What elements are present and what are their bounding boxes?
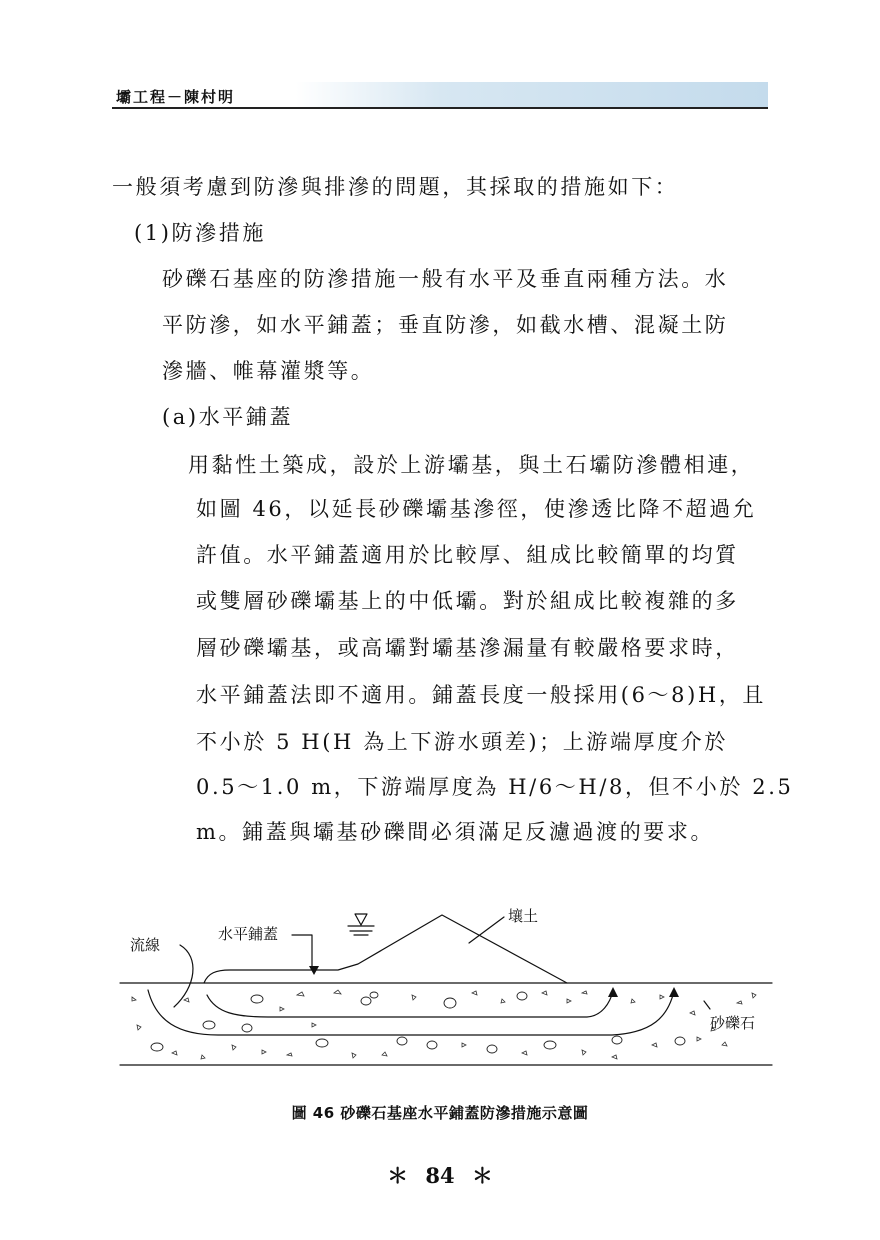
gravel-chips	[132, 990, 756, 1059]
header-rule	[112, 107, 768, 109]
running-header-title: 壩工程－陳村明	[116, 88, 236, 106]
subsection-heading-horizontal-blanket: (a)水平鋪蓋	[162, 405, 294, 429]
paragraph-line: 如圖 46，以延長砂礫壩基滲徑，使滲透比降不超過允	[196, 497, 757, 521]
label-flowline: 流線	[130, 936, 161, 954]
figure-caption: 圖 46 砂礫石基座水平鋪蓋防滲措施示意圖	[291, 1104, 589, 1122]
paragraph-line: 不小於 5 H(H 為上下游水頭差)；上游端厚度介於	[196, 730, 728, 754]
label-gravel: 砂礫石	[710, 1014, 756, 1032]
gravel-stones	[151, 992, 685, 1053]
water-level-triangle	[355, 914, 367, 925]
paragraph-line: 平防滲，如水平鋪蓋；垂直防滲，如截水槽、混凝土防	[162, 313, 729, 337]
flow-line	[207, 991, 613, 1017]
blanket-diagram	[112, 895, 778, 1075]
blanket-leader	[292, 935, 312, 970]
label-loam: 壤土	[508, 907, 539, 925]
paragraph-line: 或雙層砂礫壩基上的中低壩。對於組成比較複雜的多	[196, 589, 739, 613]
paragraph-line: m。鋪蓋與壩基砂礫間必須滿足反濾過渡的要求。	[196, 820, 715, 844]
paragraph-line: 用黏性土築成，設於上游壩基，與土石壩防滲體相連，	[188, 453, 755, 477]
paragraph-line: 滲牆、帷幕灌漿等。	[162, 359, 375, 383]
flowline-leader	[174, 945, 193, 1007]
page-number: ＊ 84 ＊	[387, 1163, 493, 1188]
label-horizontal-blanket: 水平鋪蓋	[218, 925, 279, 943]
section-heading-seepage-prevention: (1)防滲措施	[134, 221, 266, 245]
flow-arrowhead	[669, 987, 679, 997]
flow-arrowhead	[608, 987, 618, 997]
gravel-leader	[704, 1001, 710, 1009]
paragraph-line: 層砂礫壩基，或高壩對壩基滲漏量有較嚴格要求時，	[196, 636, 739, 660]
paragraph-line: 0.5～1.0 m，下游端厚度為 H/6～H/8，但不小於 2.5	[196, 775, 794, 799]
paragraph-line: 水平鋪蓋法即不適用。鋪蓋長度一般採用(6～8)H，且	[196, 683, 767, 707]
paragraph-line: 許值。水平鋪蓋適用於比較厚、組成比較簡單的均質	[196, 543, 739, 567]
paragraph-intro: 一般須考慮到防滲與排滲的問題，其採取的措施如下：	[112, 175, 679, 199]
paragraph-line: 砂礫石基座的防滲措施一般有水平及垂直兩種方法。水	[162, 267, 729, 291]
